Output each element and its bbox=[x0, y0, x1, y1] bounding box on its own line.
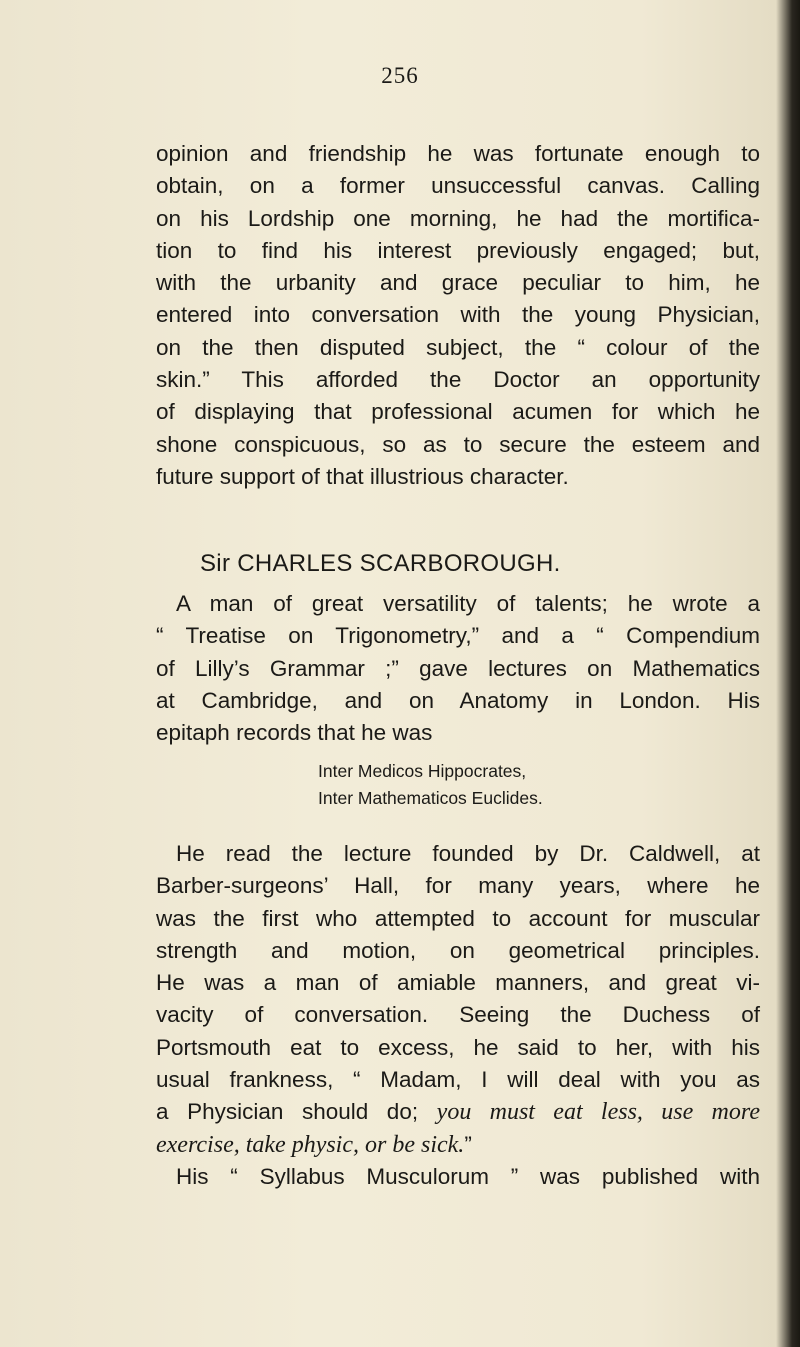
epitaph-quote bbox=[318, 758, 543, 812]
section-heading: Sir CHARLES SCARBOROUGH. bbox=[200, 550, 561, 577]
paragraph-3 bbox=[156, 838, 760, 1193]
text-line: epitaph records that he was bbox=[156, 720, 433, 746]
text-italic: you must eat less, use more bbox=[436, 1099, 760, 1126]
epitaph-line: Inter Medicos Hippocrates, bbox=[318, 761, 527, 781]
text-line: was the first who attempted to account for muscular bbox=[156, 905, 760, 931]
text-line: on the then disputed subject, the “ colour of the bbox=[156, 334, 760, 360]
text-line: A man of great versatility of talents; he wrote a bbox=[176, 591, 760, 616]
text-line: shone conspicuous, so as to secure the esteem and bbox=[156, 431, 760, 457]
text-line: obtain, on a former unsuccessful canvas. Calling bbox=[156, 173, 760, 199]
text-line: He read the lecture founded by Dr. Caldwell, at bbox=[176, 841, 760, 866]
text-line: with the urbanity and grace peculiar to him, he bbox=[156, 270, 760, 296]
text-plain: a Physician should do; bbox=[156, 1099, 419, 1125]
text-line-mixed bbox=[156, 1129, 760, 1161]
text-line: entered into conversation with the young Physician, bbox=[156, 302, 760, 328]
text-line: on his Lordship one morning, he had the mortifica- bbox=[156, 205, 760, 231]
text-line: of displaying that professional acumen for which he bbox=[156, 399, 760, 425]
text-plain: ” bbox=[464, 1131, 472, 1157]
paragraph-2 bbox=[156, 588, 760, 749]
text-line: at Cambridge, and on Anatomy in London. His bbox=[156, 687, 760, 713]
text-line: strength and motion, on geometrical principles. bbox=[156, 937, 760, 963]
text-line-mixed bbox=[156, 1096, 760, 1128]
epitaph-line: Inter Mathematicos Euclides. bbox=[318, 788, 543, 808]
text-line: “ Treatise on Trigonometry,” and a “ Compendium bbox=[156, 623, 760, 649]
page-number: 256 bbox=[381, 63, 419, 88]
text-line: He was a man of amiable manners, and great vi- bbox=[156, 970, 760, 996]
text-line: opinion and friendship he was fortunate enough to bbox=[156, 141, 760, 166]
text-line: future support of that illustrious character. bbox=[156, 463, 569, 489]
text-line: usual frankness, “ Madam, I will deal with you as bbox=[156, 1067, 760, 1093]
text-line: tion to find his interest previously engaged; but, bbox=[156, 237, 760, 263]
text-line: skin.” This afforded the Doctor an opportunity bbox=[156, 367, 760, 393]
text-line: of Lilly’s Grammar ;” gave lectures on Mathematics bbox=[156, 655, 760, 681]
text-line: His “ Syllabus Musculorum ” was published with bbox=[176, 1163, 760, 1189]
text-line: Portsmouth eat to excess, he said to her, with his bbox=[156, 1034, 760, 1060]
text-line: vacity of conversation. Seeing the Duchess of bbox=[156, 1002, 760, 1028]
text-italic: exercise, take physic, or be sick. bbox=[156, 1131, 465, 1158]
paragraph-1 bbox=[156, 138, 760, 493]
text-line: Barber-surgeons’ Hall, for many years, where he bbox=[156, 873, 760, 899]
